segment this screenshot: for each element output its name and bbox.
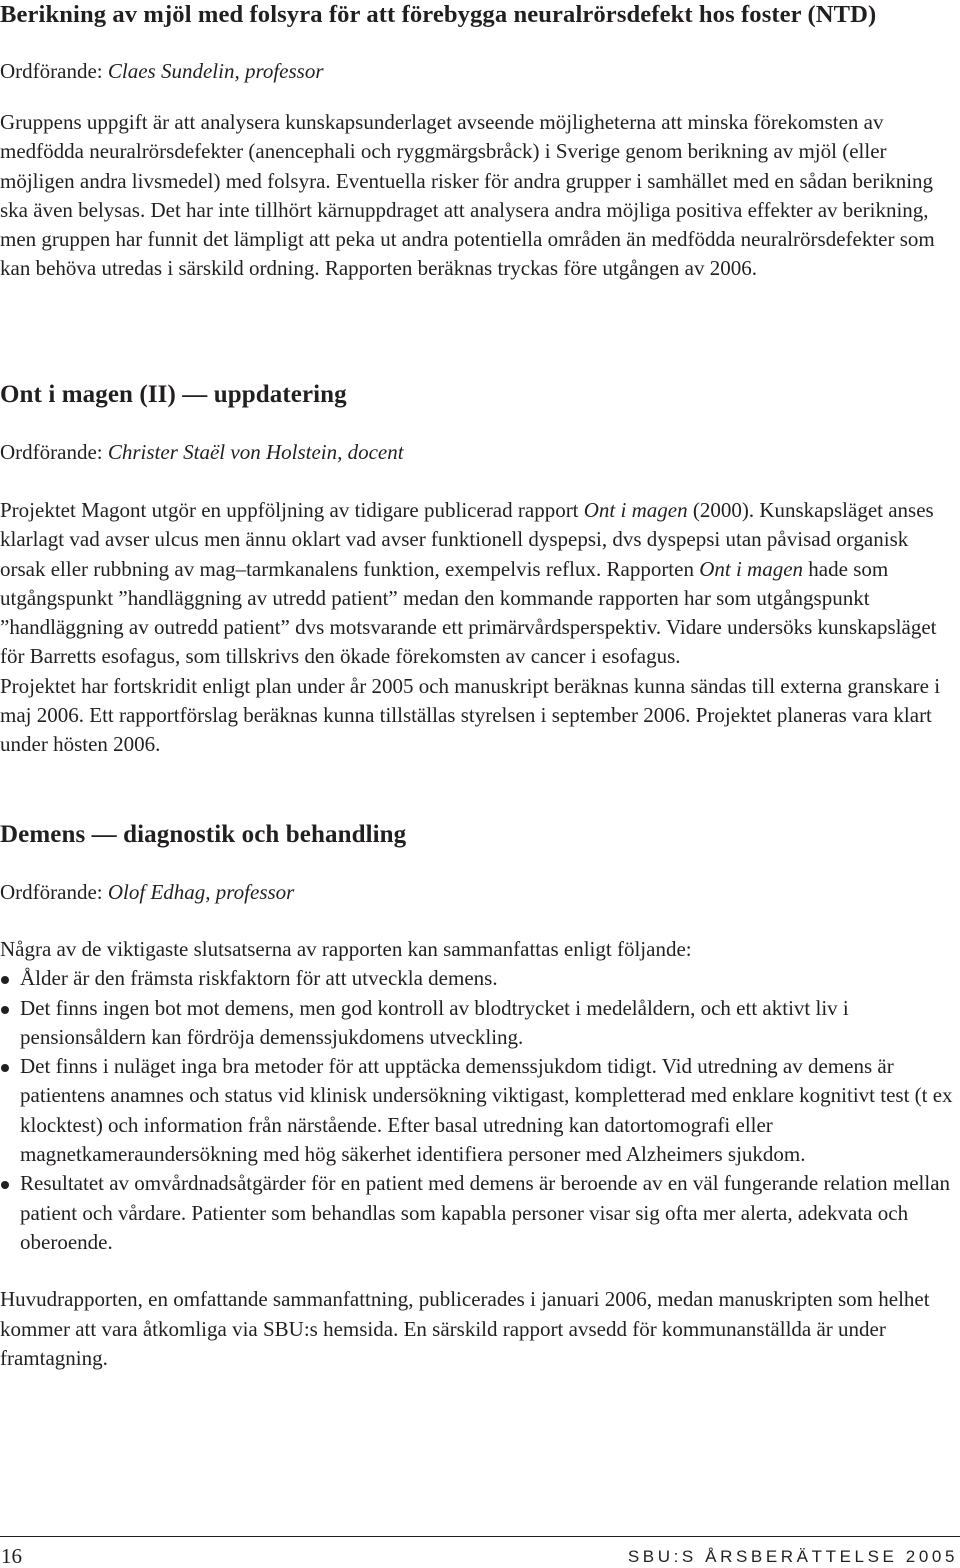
chair-name: Claes Sundelin, professor bbox=[107, 59, 324, 83]
chair-line bbox=[0, 878, 958, 906]
list-item bbox=[0, 994, 958, 1053]
list-item-text: Resultatet av omvårdnadsåtgärder för en patient med demens är beroende av en väl fungerande relation mellan patient och vårdare. Patienter som behandlas som kapabla personer visar sig ofta mer alerta, adekvata och oberoende. bbox=[20, 1171, 951, 1254]
chair-line bbox=[0, 57, 958, 85]
section-heading: Ont i magen (II) — uppdatering bbox=[0, 381, 347, 408]
paragraph-text: Projektet Magont utgör en uppföljning av tidigare publicerad rapport bbox=[0, 498, 584, 522]
bullet-icon bbox=[1, 1181, 9, 1189]
chair-line bbox=[0, 438, 958, 466]
section-heading: Berikning av mjöl med folsyra för att förebygga neuralrörsdefekt hos foster (NTD) bbox=[0, 1, 877, 28]
list-item bbox=[0, 1052, 958, 1169]
section-heading: Demens — diagnostik och behandling bbox=[0, 821, 407, 848]
paragraph-text: hade som utgångspunkt ”handläggning av utredd patient” medan den kommande rapporten har som utgångspunkt ”handläggning av outredd patient” dvs motsvarande ett primärvårdsperspektiv. Vidare undersöks kunskapsläget för Barretts esofagus, som tillskrivs den ökade förekomsten av cancer i esofagus. bbox=[0, 556, 937, 669]
report-title: Ont i magen bbox=[699, 556, 804, 581]
list-item-text: Det finns ingen bot mot demens, men god kontroll av blodtrycket i medelåldern, och ett aktivt liv i pensionsåldern kan fördröja demenssjukdomens utveckling. bbox=[20, 995, 849, 1049]
footer-divider bbox=[0, 1536, 960, 1537]
report-title: Ont i magen bbox=[583, 498, 688, 522]
section-paragraph: Projektet har fortskridit enligt plan under år 2005 och manuskript beräknas kunna sändas till externa granskare i maj 2006. Ett rapportförslag beräknas kunna tillställas styrelsen i september 2006. Projektet planeras vara klart under hösten 2006. bbox=[0, 673, 941, 757]
section-ont-i-magen bbox=[0, 380, 958, 760]
page-number: 16 bbox=[1, 1544, 22, 1568]
closing-paragraph: Huvudrapporten, en omfattande sammanfattning, publicerades i januari 2006, medan manuskripten som helhet kommer att vara åtkomliga via SBU:s hemsida. En särskild rapport avsedd för kommunanställda är under framtagning. bbox=[0, 1287, 930, 1370]
list-item bbox=[0, 1169, 958, 1257]
chair-label: Ordförande: bbox=[0, 59, 103, 83]
bullet-icon bbox=[1, 1064, 9, 1072]
running-title: SBU:S ÅRSBERÄTTELSE 2005 bbox=[627, 1547, 958, 1566]
section-demens bbox=[0, 820, 958, 1373]
intro-paragraph: Några av de viktigaste slutsatserna av rapporten kan sammanfattas enligt följande: bbox=[0, 937, 692, 961]
bullet-icon bbox=[1, 976, 9, 984]
chair-label: Ordförande: bbox=[0, 440, 103, 464]
chair-label: Ordförande: bbox=[0, 880, 103, 904]
list-item bbox=[0, 964, 958, 993]
bullet-icon bbox=[1, 1006, 9, 1014]
list-item-text: Ålder är den främsta riskfaktorn för att utveckla demens. bbox=[20, 966, 498, 991]
section-paragraph bbox=[0, 496, 958, 672]
list-item-text: Det finns i nuläget inga bra metoder för att upptäcka demenssjukdom tidigt. Vid utredning av demens är patientens anamnes och status vid klinisk undersökning viktigast, kompletterad med enklare kognitivt test (t ex klocktest) och information från närstående. Efter basal utredning kan datortomografi eller magnetkameraundersökning med hög säkerhet identifiera personer med Alzheimers sjukdom. bbox=[20, 1054, 953, 1167]
paragraph-text: (2000). Kunskapsläget anses klarlagt vad avser ulcus men ännu oklart vad avser funktionell dyspepsi, dvs dyspepsi utan påvisad organisk orsak eller rubbning av mag–tarmkanalens funktion, exempelvis reflux. Rapporten bbox=[0, 498, 934, 581]
conclusions-list bbox=[0, 964, 958, 1257]
chair-name: Christer Staël von Holstein, docent bbox=[107, 440, 404, 464]
chair-name: Olof Edhag, professor bbox=[107, 880, 295, 904]
section-paragraph: Gruppens uppgift är att analysera kunskapsunderlaget avseende möjligheterna att minska förekomsten av medfödda neuralrörsdefekter (anencephali och ryggmärgsbråck) i Sverige genom berikning av mjöl (eller möjligen andra livsmedel) med folsyra. Eventuella risker för andra grupper i samhället med en sådan berikning ska även belysas. Det har inte tillhört kärnuppdraget att analysera andra möjliga positiva effekter av berikning, men gruppen har funnit det lämpligt att peka ut andra potentiella områden än medfödda neuralrörsdefekter som kan behöva utredas i särskild ordning. Rapporten beräknas tryckas före utgången av 2006. bbox=[0, 110, 935, 281]
section-ntd bbox=[0, 0, 958, 284]
